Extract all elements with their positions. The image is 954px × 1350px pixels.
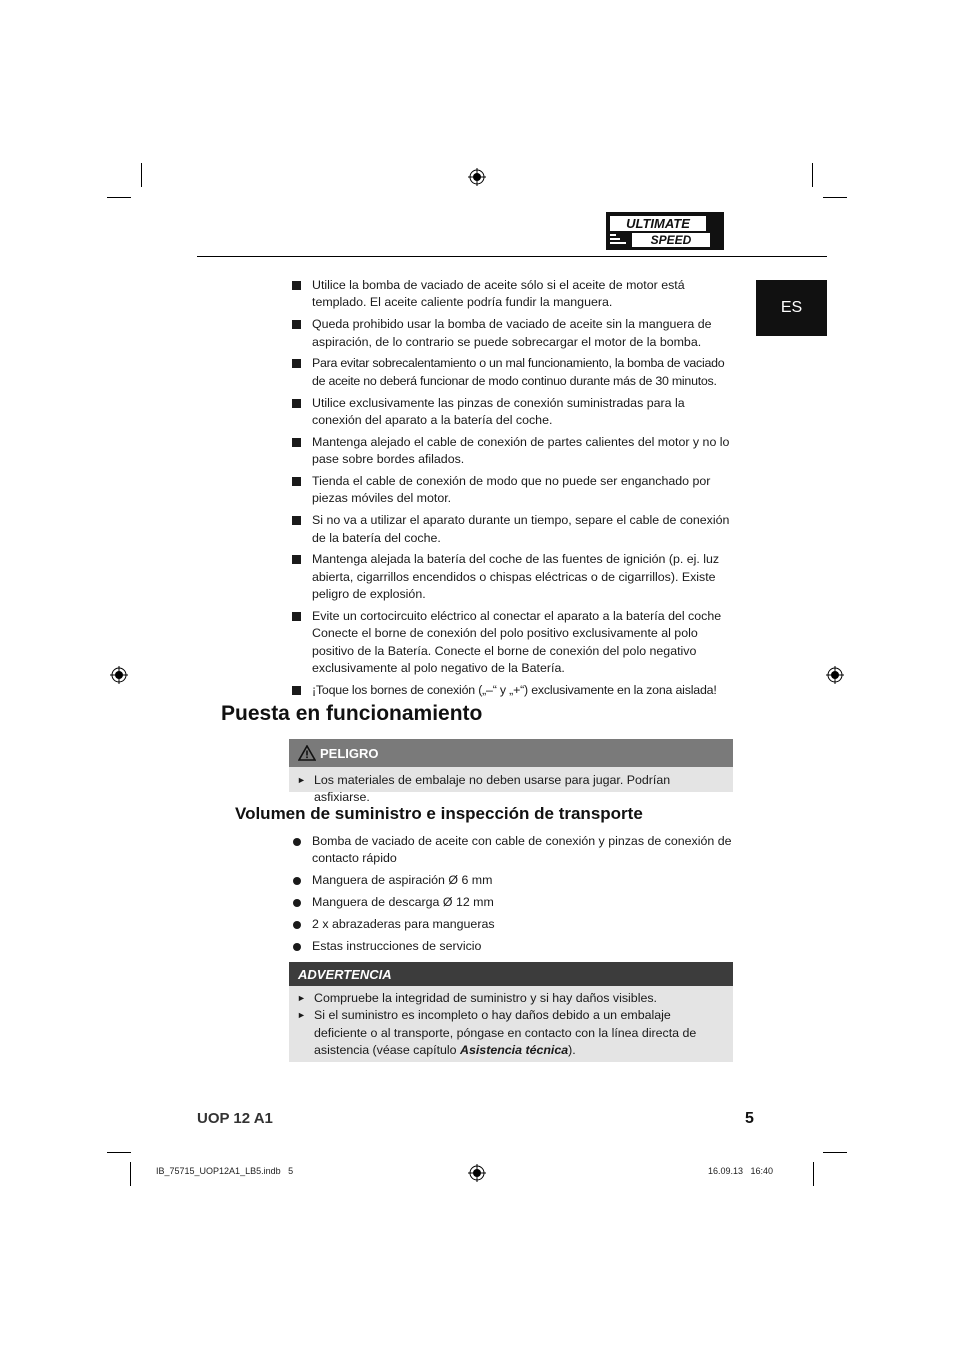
list-item: Bomba de vaciado de aceite con cable de conexión y pinzas de conexión de contacto rápido <box>292 833 734 868</box>
language-tab-label: ES <box>780 299 803 316</box>
round-bullet-icon <box>293 899 301 907</box>
list-item: Mantenga alejado el cable de conexión de partes calientes del motor y no lo pase sobre bordes afilados. <box>292 434 734 469</box>
crop-mark <box>107 197 131 198</box>
list-item: ¡Toque los bornes de conexión („–“ y „+“) exclusivamente en la zona aislada! <box>292 682 734 699</box>
danger-box <box>289 739 733 805</box>
list-item: Manguera de descarga Ø 12 mm <box>292 894 734 911</box>
warning-box <box>289 962 733 1062</box>
arrow-bullet-icon: ► <box>297 993 306 1003</box>
safety-bullet-list <box>292 277 734 704</box>
square-bullet-icon <box>292 555 301 564</box>
square-bullet-icon <box>292 516 301 525</box>
round-bullet-icon <box>293 877 301 885</box>
ultimate-speed-logo <box>606 212 724 250</box>
registration-mark-icon <box>110 666 128 684</box>
list-item: 2 x abrazaderas para mangueras <box>292 916 734 933</box>
list-item: Mantenga alejada la batería del coche de las fuentes de ignición (p. ej. luz abierta, cigarrillos encendidos o chispas eléctricas o de cigarrillos). Existe peligro de explosión. <box>292 551 734 603</box>
page-number: 5 <box>745 1110 754 1127</box>
registration-mark-icon <box>468 168 486 186</box>
danger-text-row: ► Los materiales de embalaje no deben usarse para jugar. Podrían asfixiarse. <box>297 773 671 805</box>
crop-mark <box>812 163 813 187</box>
danger-label: PELIGRO <box>320 745 379 761</box>
list-item: Para evitar sobrecalentamiento o un mal funcionamiento, la bomba de vaciado de aceite no deberá funcionar de modo continuo durante más de 30 minutos. <box>292 355 734 390</box>
header-rule <box>197 256 827 257</box>
warning-bar <box>289 962 733 986</box>
crop-mark <box>141 163 142 187</box>
round-bullet-icon <box>293 921 301 929</box>
section-title-volumen: Volumen de suministro e inspección de transporte <box>235 804 643 823</box>
crop-mark <box>823 197 847 198</box>
crop-mark <box>813 1162 814 1186</box>
list-item: Queda prohibido usar la bomba de vaciado de aceite sin la manguera de aspiración, de lo contrario se puede sobrecargar el motor de la bomba. <box>292 316 734 351</box>
square-bullet-icon <box>292 612 301 621</box>
square-bullet-icon <box>292 320 301 329</box>
supply-list <box>292 833 734 959</box>
language-tab <box>756 280 827 336</box>
warning-triangle-icon <box>298 745 316 761</box>
warning-text-row: ► Compruebe la integridad de suministro y si hay daños visibles. <box>289 990 733 1007</box>
slug-file: IB_75715_UOP12A1_LB5.indb 5 <box>156 1166 294 1176</box>
warning-text-row: ► Si el suministro es incompleto o hay daños debido a un embalaje deficiente o al transporte, póngase en contacto con la línea directa de asistencia (véase capítulo Asistencia técnica). <box>297 1008 697 1058</box>
list-item: Evite un cortocircuito eléctrico al conectar el aparato a la batería del coche Conecte el borne de conexión del polo positivo exclusivamente al polo positivo de la Batería. Conecte el borne de conexión del polo negativo exclusivamente al polo negativo de la Batería. <box>292 608 734 678</box>
logo-text-bottom: SPEED <box>650 233 692 247</box>
arrow-bullet-icon: ► <box>297 775 306 785</box>
square-bullet-icon <box>292 281 301 290</box>
round-bullet-icon <box>293 838 301 846</box>
registration-mark-icon <box>826 666 844 684</box>
square-bullet-icon <box>292 477 301 486</box>
danger-bar <box>289 739 733 767</box>
logo-text-top: ULTIMATE <box>626 216 690 231</box>
warning-label: ADVERTENCIA <box>298 966 392 982</box>
section-title-puesta: Puesta en funcionamiento <box>221 702 483 725</box>
list-item: Estas instrucciones de servicio <box>292 938 734 955</box>
list-item: Utilice la bomba de vaciado de aceite sólo si el aceite de motor está templado. El aceite caliente podría fundir la manguera. <box>292 277 734 312</box>
round-bullet-icon <box>293 943 301 951</box>
list-item: Si no va a utilizar el aparato durante un tiempo, separe el cable de conexión de la batería del coche. <box>292 512 734 547</box>
arrow-bullet-icon: ► <box>297 1010 306 1021</box>
square-bullet-icon <box>292 399 301 408</box>
crop-mark <box>130 1162 131 1186</box>
crop-mark <box>823 1152 847 1153</box>
warning-chapter-ref: Asistencia técnica <box>460 1043 569 1058</box>
square-bullet-icon <box>292 438 301 447</box>
crop-mark <box>107 1152 131 1153</box>
registration-mark-icon <box>468 1164 486 1182</box>
slug-date: 16.09.13 16:40 <box>708 1166 774 1176</box>
square-bullet-icon <box>292 686 301 695</box>
list-item: Manguera de aspiración Ø 6 mm <box>292 872 734 889</box>
square-bullet-icon <box>292 359 301 368</box>
list-item: Utilice exclusivamente las pinzas de conexión suministradas para la conexión del aparato a la batería del coche. <box>292 395 734 430</box>
footer-model: UOP 12 A1 <box>197 1110 273 1127</box>
list-item: Tienda el cable de conexión de modo que no puede ser enganchado por piezas móviles del motor. <box>292 473 734 508</box>
